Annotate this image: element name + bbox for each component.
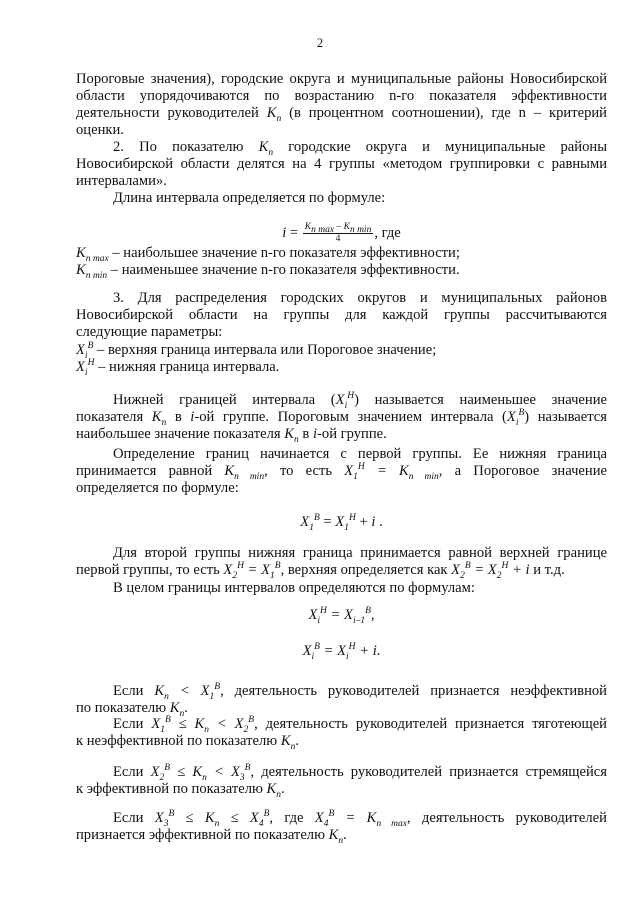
- text-line: Новосибирской области на группы для каждой группы рассчитываются: [76, 307, 607, 323]
- text-line: признается эффективной по показателю $K_n$.: [76, 827, 347, 846]
- formula-lower-general: $X_i^Н = X_{i-1}^В$,: [308, 606, 375, 626]
- text-line: показателя $K_n$ в i-ой группе. Пороговым значением интервала $(X_i^В)$ называется: [76, 408, 607, 428]
- text-line: определяется по формуле:: [76, 480, 239, 496]
- page-number: 2: [316, 36, 324, 50]
- formula-first-upper: $X_1^В = X_1^Н + i$ .: [300, 513, 383, 533]
- formula-kn: $K_n$: [266, 105, 282, 124]
- paragraph-bounds-definition: [76, 392, 607, 443]
- condition-tending-effective: [76, 764, 607, 798]
- paragraph-first-group: [76, 446, 607, 497]
- text-line: по показателю $K_n$.: [76, 700, 188, 719]
- definition-max: $K_{n max}$ – наибольшее значение n-го показателя эффективности;: [76, 245, 460, 264]
- text-line: деятельности руководителей $K_n$ (в процентном соотношении), где n – критерий: [76, 105, 607, 124]
- definition-min: $K_{n min}$ – наименьшее значение n-го показателя эффективности.: [76, 262, 460, 281]
- text-line: принимается равной $K_{n min}$, то есть $X_1^Н = K_{n min}$, а Пороговое значение: [76, 462, 608, 482]
- text-line: к эффективной по показателю $K_n$.: [76, 781, 285, 800]
- text-line: первой группы, то есть $X_2^Н = X_1^В$, верхняя определяется как $X_2^В = X_2^Н + i$ и т.д.: [76, 561, 565, 581]
- paragraph-interval-length: Длина интервала определяется по формуле:: [113, 190, 386, 206]
- formula-interval: i = $\frac{K_{n max} - K_{n min}}{4}$ , где: [282, 222, 401, 245]
- text-line: Пороговые значения), городские округа и муниципальные районы Новосибирской: [76, 71, 607, 87]
- text-line: наибольшее значение показателя $K_n$ в i-ой группе.: [76, 426, 387, 445]
- text-line: следующие параметры:: [76, 324, 223, 340]
- param-upper: $X_i^В$ – верхняя граница интервала или Пороговое значение;: [76, 341, 437, 361]
- text-line: Определение границ начинается с первой группы. Ее нижняя граница: [113, 446, 607, 462]
- text-line: Если $X_3^В \le K_n \le X_4^В$, где $X_4^В = K_{n max}$, деятельность руководителей: [113, 809, 607, 829]
- text-line: области упорядочиваются по возрастанию n-го показателя эффективности: [76, 88, 607, 104]
- condition-ineffective: [76, 683, 607, 717]
- text-line: Если $K_n < X_1^В$, деятельность руководителей признается неэффективной: [113, 682, 607, 702]
- parameters-list: [76, 342, 607, 376]
- param-lower: $X_i^Н$ – нижняя граница интервала.: [76, 358, 280, 378]
- condition-effective: [76, 810, 607, 844]
- paragraph-distribution: [76, 290, 607, 341]
- definitions: [76, 245, 607, 279]
- text-line: 2. По показателю $K_n$ городские округа и муниципальные районы: [113, 139, 607, 158]
- text-line: Новосибирской области делятся на 4 группы «методом группировки с равными: [76, 156, 607, 172]
- text-line: 3. Для распределения городских округов и муниципальных районов: [113, 290, 607, 306]
- text-line: интервалами».: [76, 173, 167, 189]
- text-line: Для второй группы нижняя граница принимается равной верхней границе: [113, 545, 607, 561]
- formula-upper-general: $X_i^В = X_i^Н + i$.: [302, 642, 381, 662]
- formula-kn: $K_n$: [258, 139, 274, 158]
- paragraph-general: В целом границы интервалов определяются по формулам:: [113, 580, 475, 596]
- text-line: Если $X_1^В \le K_n < X_2^В$, деятельность руководителей признается тяготеющей: [113, 715, 607, 735]
- text-line: оценки.: [76, 122, 124, 138]
- condition-tending-ineffective: [76, 716, 607, 750]
- text-line: к неэффективной по показателю $K_n$.: [76, 733, 299, 752]
- paragraph-thresholds: [76, 71, 607, 139]
- paragraph-grouping: [76, 139, 607, 190]
- text-line: Если $X_2^В \le K_n < X_3^В$, деятельность руководителей признается стремящейся: [113, 763, 608, 783]
- paragraph-second-group: [76, 545, 607, 579]
- text-line: Нижней границей интервала $(X_i^Н)$ называется наименьшее значение: [113, 391, 608, 411]
